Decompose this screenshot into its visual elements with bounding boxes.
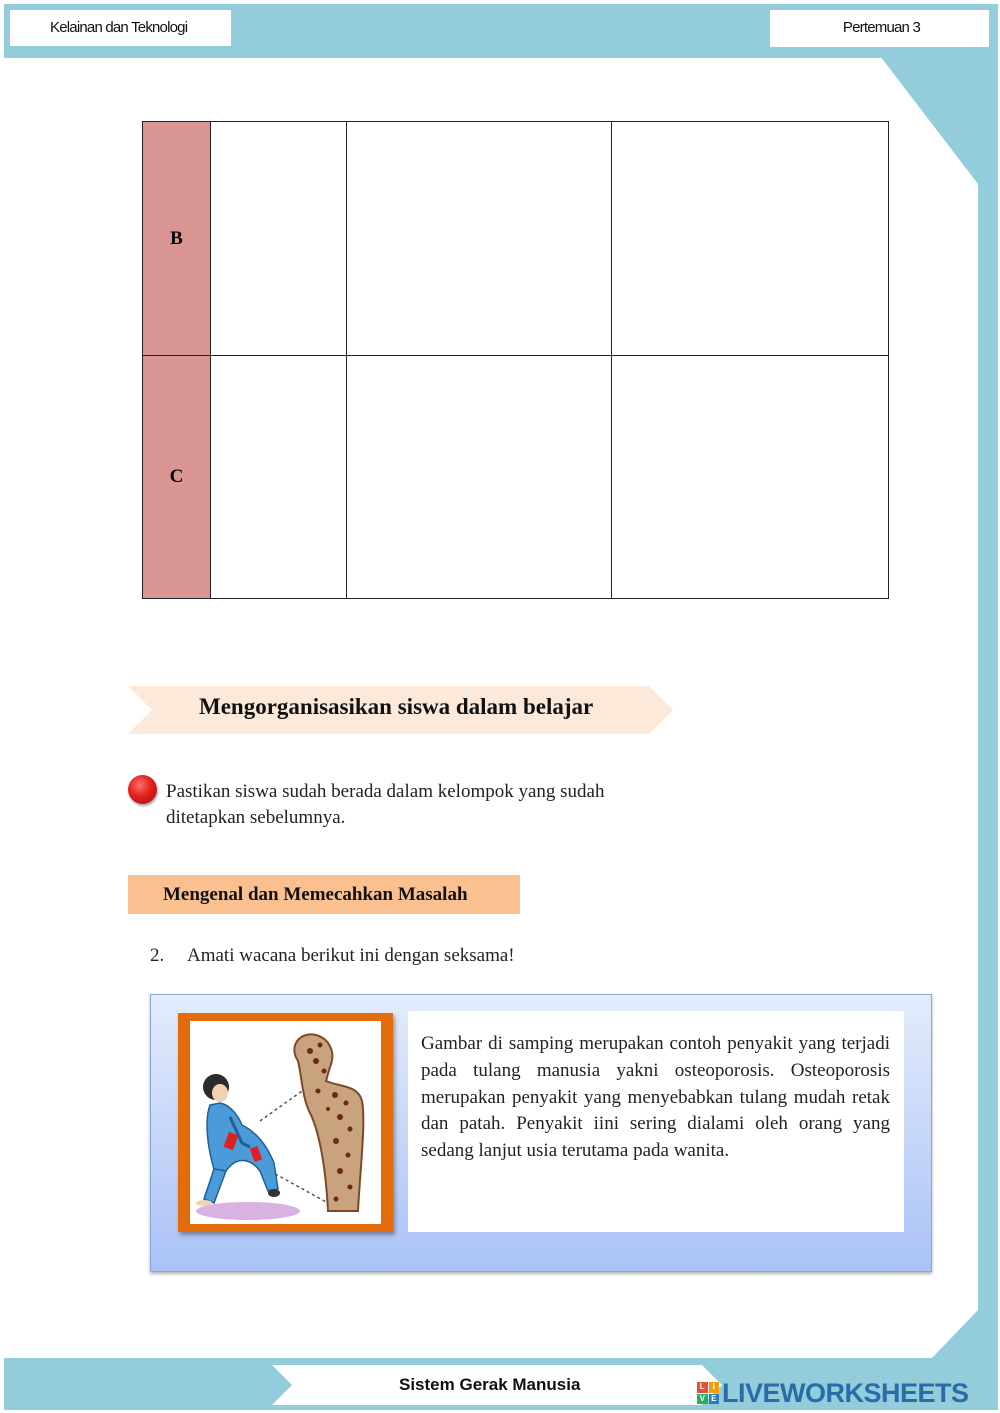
osteoporosis-illustration-icon (190, 1021, 381, 1224)
section-title: Mengenal dan Memecahkan Masalah (163, 884, 468, 905)
table-row (143, 122, 889, 356)
row-label: C (143, 356, 211, 599)
table-cell[interactable] (612, 122, 889, 356)
footer-topic: Sistem Gerak Manusia (399, 1375, 581, 1394)
liveworksheets-icon: L I V E (697, 1382, 719, 1404)
table-cell[interactable] (612, 356, 889, 599)
header-subject: Kelainan dan Teknologi (50, 19, 188, 36)
osteoporosis-illustration (190, 1021, 381, 1224)
worksheet-table (142, 121, 889, 599)
footer-topic-banner (272, 1365, 722, 1405)
header-subject-box (10, 10, 231, 46)
red-bullet-icon (128, 775, 157, 804)
liveworksheets-wordmark: LIVEWORKSHEETS (722, 1377, 969, 1408)
section-heading-organize (128, 686, 673, 734)
liveworksheets-logo[interactable] (697, 1376, 969, 1410)
instruction-text: Pastikan siswa sudah berada dalam kelompok yang sudah ditetapkan sebelumnya. (166, 781, 605, 828)
header-meeting: Pertemuan 3 (842, 19, 920, 36)
row-label: B (143, 122, 211, 356)
question-text: Amati wacana berikut ini dengan seksama! (187, 945, 515, 966)
table-cell[interactable] (211, 122, 347, 356)
table-cell[interactable] (347, 122, 612, 356)
osteoporosis-image-frame (178, 1013, 393, 1232)
section-heading-problem (128, 875, 520, 914)
table-row (143, 356, 889, 599)
question-number: 2. (150, 945, 165, 966)
header-meeting-box (770, 10, 989, 47)
table-cell[interactable] (211, 356, 347, 599)
section-title: Mengorganisasikan siswa dalam belajar (199, 694, 594, 719)
passage-text: Gambar di samping merupakan contoh penyakit yang terjadi pada tulang manusia yakni osteoporosis. Osteoporosis merupakan penyakit yang menyebabkan tulang mudah retak dan patah. Penyakit iini sering dialami oleh orang yang sedang lanjut usia terutama pada wanita. (421, 1033, 890, 1162)
table-cell[interactable] (347, 356, 612, 599)
